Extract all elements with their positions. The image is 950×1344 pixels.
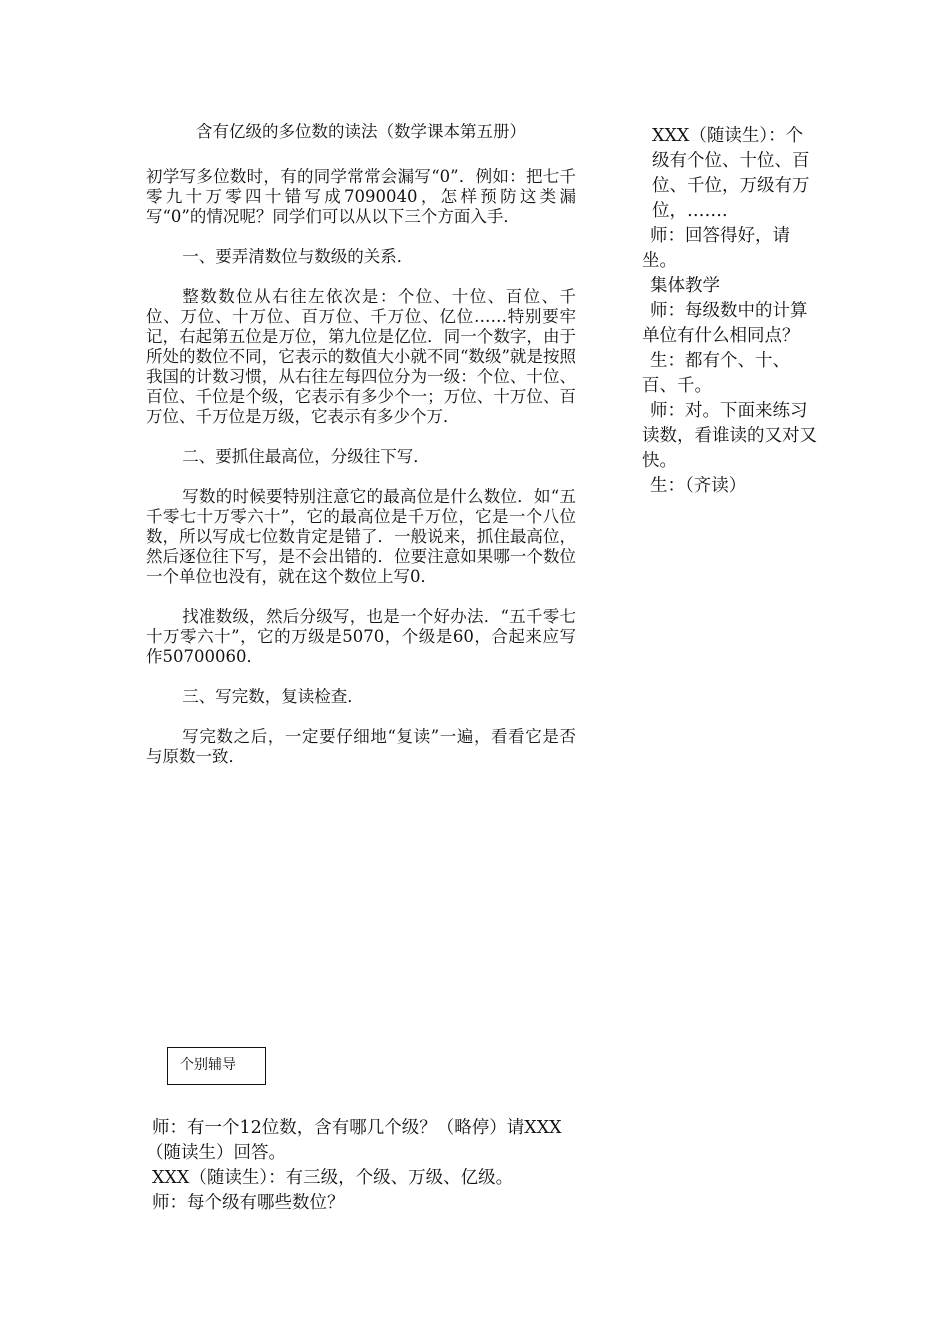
tag-label: 个别辅导: [180, 1057, 236, 1073]
body-paragraph: 找准数级，然后分级写，也是一个好办法．“五千零七十万零六十”，它的万级是5070，个级是60，合起来应写作50700060．: [146, 607, 576, 666]
intro-paragraph: 初学写多位数时，有的同学常常会漏写“0”．例如：把七千零九十万零四十错写成7090040，怎样预防这类漏写“0”的情况呢？同学们可以从以下三个方面入手．: [146, 167, 576, 226]
side-dialog-line: 生：都有个、十、百、千。: [642, 351, 790, 396]
dialog-line: XXX（随读生）：有三级，个级、万级、亿级。: [152, 1168, 514, 1188]
side-dialog-line: 师：对。下面来练习读数，看谁读的又对又快。: [642, 401, 817, 471]
main-column: [146, 120, 576, 787]
side-section-label: 集体教学: [650, 276, 720, 296]
side-column: [642, 124, 817, 499]
section-heading-2: 二、要抓住最高位，分级往下写．: [182, 447, 430, 466]
body-paragraph: 写完数之后，一定要仔细地“复读”一遍，看看它是否与原数一致．: [146, 727, 576, 766]
individual-tutoring-box: [167, 1047, 266, 1085]
section-heading-3: 三、写完数，复读检查．: [182, 687, 364, 706]
body-paragraph: 整数数位从右往左依次是：个位、十位、百位、千位、万位、十万位、百万位、千万位、亿位……特别要牢记，右起第五位是万位，第九位是亿位．同一个数字，由于所处的数位不同，它表示的数值大小就不同“数级”就是按照我国的计数习惯，从右往左每四位分为一级：个位、十位、百位、千位是个级，它表示有多少个一；万位、十万位、百万位、千万位是万级，它表示有多少个万．: [146, 287, 576, 426]
dialog-line: 师：有一个12位数，含有哪几个级？（略停）请XXX（随读生）回答。: [146, 1118, 562, 1163]
document-title: 含有亿级的多位数的读法（数学课本第五册）: [196, 122, 526, 141]
body-paragraph: 写数的时候要特别注意它的最高位是什么数位．如“五千零七十万零六十”，它的最高位是千万位，它是一个八位数，所以写成七位数肯定是错了．一般说来，抓住最高位，然后逐位往下写，是不会出错的．位要注意如果哪一个数位一个单位也没有，就在这个数位上写0．: [146, 487, 576, 586]
dialog-section: [146, 1116, 578, 1216]
side-dialog-line: 师：每级数中的计算单位有什么相同点？: [642, 301, 808, 346]
dialog-line: 师：每个级有哪些数位？: [152, 1193, 345, 1213]
side-dialog-line: 师：回答得好，请坐。: [642, 226, 790, 271]
side-dialog-line: 生：（齐读）: [650, 476, 747, 496]
section-heading-1: 一、要弄清数位与数级的关系．: [182, 247, 414, 266]
side-dialog-line: XXX（随读生）：个级有个位、十位、百位、千位，万级有万位，…….: [652, 126, 810, 221]
